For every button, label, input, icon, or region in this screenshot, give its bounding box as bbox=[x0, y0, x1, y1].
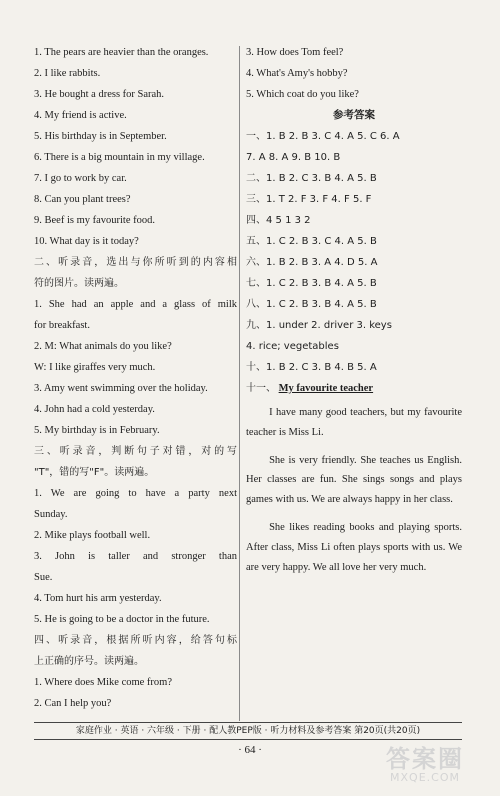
answer-line: 八、1. C 2. B 3. B 4. A 5. B bbox=[246, 299, 377, 310]
essay-paragraph: I have many good teachers, but my favourite teacher is Miss Li. bbox=[246, 407, 462, 438]
listening-line: 8. Can you plant trees? bbox=[34, 194, 131, 205]
answer-line: 五、1. C 2. B 3. C 4. A 5. B bbox=[246, 236, 377, 247]
column-divider bbox=[239, 46, 240, 721]
answer-line: 四、4 5 1 3 2 bbox=[246, 215, 311, 226]
watermark-logo-text: 答案圈 bbox=[386, 745, 464, 773]
listening-line: 3. How does Tom feel? bbox=[246, 47, 344, 58]
watermark-url: MXQE.COM bbox=[390, 771, 460, 784]
listening-line: 2. I like rabbits. bbox=[34, 68, 101, 79]
listening-line: 1. She had an apple and a glass of milk bbox=[34, 299, 237, 310]
listening-line: 1. Where does Mike come from? bbox=[34, 677, 173, 688]
section-heading: 符的图片。读两遍。 bbox=[34, 278, 124, 289]
answer-line: 二、1. B 2. C 3. B 4. A 5. B bbox=[246, 173, 377, 184]
answer-line: 三、1. T 2. F 3. F 4. F 5. F bbox=[246, 194, 372, 205]
page-number: · 64 · bbox=[238, 744, 262, 756]
listening-line: Sunday. bbox=[34, 509, 68, 520]
listening-line: 2. M: What animals do you like? bbox=[34, 341, 172, 352]
listening-line: W: I like giraffes very much. bbox=[34, 362, 156, 373]
listening-line: for breakfast. bbox=[34, 320, 90, 331]
answer-line: 一、1. B 2. B 3. C 4. A 5. C 6. A bbox=[246, 131, 400, 142]
listening-line: 2. Can I help you? bbox=[34, 698, 112, 709]
answer-line: 七、1. C 2. B 3. B 4. A 5. B bbox=[246, 278, 377, 289]
section-heading: 四、听录音，根据所听内容，给答句标 bbox=[34, 635, 237, 646]
answer-line: 十、1. B 2. C 3. B 4. B 5. A bbox=[246, 362, 377, 373]
essay-heading bbox=[246, 382, 462, 403]
section-heading: 三、听录音，判断句子对错，对的写 bbox=[34, 446, 237, 457]
listening-line: 4. My friend is active. bbox=[34, 110, 127, 121]
listening-line: 10. What day is it today? bbox=[34, 236, 139, 247]
essay-paragraph: She is very friendly. She teaches us English. Her classes are fun. She sings songs and plays games with us. We are always happy in her class. bbox=[246, 454, 462, 506]
footer-bar: 家庭作业 · 英语 · 六年级 · 下册 · 配人教PEP版 · 听力材料及参考答案 第20页(共20页) bbox=[34, 722, 462, 740]
listening-line: 5. He is going to be a doctor in the future. bbox=[34, 614, 210, 625]
essay-title: My favourite teacher bbox=[278, 383, 374, 394]
listening-line: 5. His birthday is in September. bbox=[34, 131, 167, 142]
watermark-logo bbox=[364, 746, 486, 786]
essay-number: 十一、 bbox=[246, 383, 276, 394]
essay-paragraph: She likes reading books and playing sports. After class, Miss Li often plays sports with us. We are very happy. We all love her very much. bbox=[246, 521, 462, 573]
listening-line: 1. The pears are heavier than the oranges. bbox=[34, 47, 209, 58]
listening-line: 4. What's Amy's hobby? bbox=[246, 68, 348, 79]
right-column bbox=[246, 46, 462, 585]
listening-line: 2. Mike plays football well. bbox=[34, 530, 151, 541]
section-heading: 上正确的序号。读两遍。 bbox=[34, 656, 144, 667]
listening-line: 5. Which coat do you like? bbox=[246, 89, 359, 100]
answer-line: 7. A 8. A 9. B 10. B bbox=[246, 152, 341, 163]
section-heading: "T"，错的写"F"。读两遍。 bbox=[34, 467, 155, 478]
listening-line: 9. Beef is my favourite food. bbox=[34, 215, 156, 226]
listening-line: 3. Amy went swimming over the holiday. bbox=[34, 383, 208, 394]
listening-line: 7. I go to work by car. bbox=[34, 173, 127, 184]
section-heading: 二、听录音，选出与你所听到的内容相 bbox=[34, 257, 237, 268]
listening-line: 3. He bought a dress for Sarah. bbox=[34, 89, 165, 100]
listening-line: 1. We are going to have a party next bbox=[34, 488, 237, 499]
answer-line: 九、1. under 2. driver 3. keys bbox=[246, 320, 392, 331]
listening-line: 3. John is taller and stronger than bbox=[34, 551, 237, 562]
listening-line: Sue. bbox=[34, 572, 53, 583]
listening-line: 6. There is a big mountain in my village. bbox=[34, 152, 205, 163]
answers-title: 参考答案 bbox=[333, 109, 375, 121]
listening-line: 5. My birthday is in February. bbox=[34, 425, 160, 436]
listening-line: 4. John had a cold yesterday. bbox=[34, 404, 155, 415]
answer-line: 六、1. B 2. B 3. A 4. D 5. A bbox=[246, 257, 378, 268]
answer-line: 4. rice; vegetables bbox=[246, 341, 339, 352]
listening-line: 4. Tom hurt his arm yesterday. bbox=[34, 593, 162, 604]
left-column bbox=[34, 46, 237, 718]
